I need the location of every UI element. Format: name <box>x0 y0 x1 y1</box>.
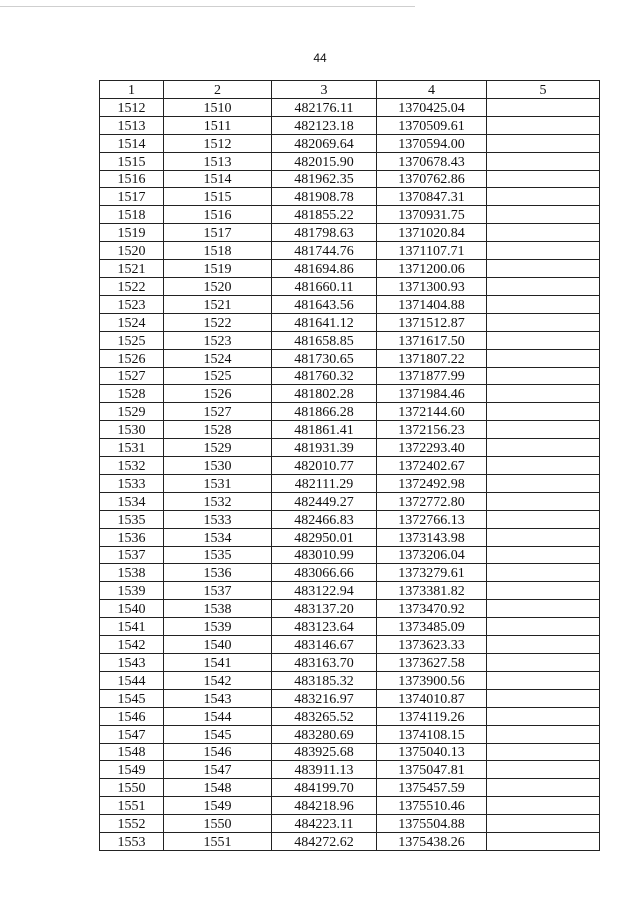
table-cell: 1529 <box>100 403 164 421</box>
table-cell <box>487 385 600 403</box>
table-cell: 1516 <box>100 170 164 188</box>
table-cell: 1374010.87 <box>377 689 487 707</box>
table-cell: 1372144.60 <box>377 403 487 421</box>
table-row <box>100 98 600 116</box>
table-row <box>100 474 600 492</box>
table-cell: 1517 <box>100 188 164 206</box>
table-cell <box>487 295 600 313</box>
table-cell <box>487 152 600 170</box>
table-cell: 484223.11 <box>272 815 377 833</box>
table-row <box>100 242 600 260</box>
table-row <box>100 439 600 457</box>
table-cell: 483280.69 <box>272 725 377 743</box>
table-row <box>100 188 600 206</box>
table-cell <box>487 492 600 510</box>
table-cell: 481798.63 <box>272 224 377 242</box>
table-cell: 481641.12 <box>272 313 377 331</box>
table-cell: 1546 <box>164 743 272 761</box>
table-cell: 1372766.13 <box>377 510 487 528</box>
table-cell: 1518 <box>100 206 164 224</box>
table-row <box>100 707 600 725</box>
table-cell: 1374119.26 <box>377 707 487 725</box>
table-cell: 482466.83 <box>272 510 377 528</box>
table-row <box>100 636 600 654</box>
table-cell: 1545 <box>164 725 272 743</box>
table-cell: 1538 <box>100 564 164 582</box>
table-row <box>100 403 600 421</box>
table-cell: 481643.56 <box>272 295 377 313</box>
table-cell: 1371107.71 <box>377 242 487 260</box>
table-cell: 482010.77 <box>272 457 377 475</box>
table-cell: 1519 <box>100 224 164 242</box>
table-cell <box>487 600 600 618</box>
table-row <box>100 671 600 689</box>
table-cell: 481866.28 <box>272 403 377 421</box>
table-cell <box>487 474 600 492</box>
table-cell: 1518 <box>164 242 272 260</box>
table-row <box>100 743 600 761</box>
table-row <box>100 779 600 797</box>
table-cell: 1375504.88 <box>377 815 487 833</box>
table-cell: 481744.76 <box>272 242 377 260</box>
table-row <box>100 546 600 564</box>
table-cell: 1372492.98 <box>377 474 487 492</box>
table-row <box>100 582 600 600</box>
table-cell <box>487 206 600 224</box>
table-cell: 1529 <box>164 439 272 457</box>
table-row <box>100 331 600 349</box>
table-cell <box>487 134 600 152</box>
table-cell: 1544 <box>100 671 164 689</box>
table-row <box>100 224 600 242</box>
table-cell: 1372402.67 <box>377 457 487 475</box>
column-header: 2 <box>164 81 272 99</box>
table-cell: 482015.90 <box>272 152 377 170</box>
table-cell: 1535 <box>164 546 272 564</box>
table-cell: 1542 <box>100 636 164 654</box>
table-cell: 1531 <box>100 439 164 457</box>
table-cell: 1372293.40 <box>377 439 487 457</box>
table-cell: 1536 <box>100 528 164 546</box>
table-row <box>100 492 600 510</box>
page-number: 44 <box>313 51 327 65</box>
table-cell: 1532 <box>100 457 164 475</box>
table-cell: 1541 <box>100 618 164 636</box>
table-cell: 1370509.61 <box>377 116 487 134</box>
table-cell: 1515 <box>100 152 164 170</box>
table-cell: 1371807.22 <box>377 349 487 367</box>
table-row <box>100 260 600 278</box>
table-cell: 484272.62 <box>272 833 377 851</box>
table-cell: 1521 <box>100 260 164 278</box>
table-cell: 481962.35 <box>272 170 377 188</box>
table-cell: 1527 <box>164 403 272 421</box>
table-cell: 482111.29 <box>272 474 377 492</box>
table-cell: 1537 <box>100 546 164 564</box>
table-cell: 1545 <box>100 689 164 707</box>
table-cell: 1522 <box>100 277 164 295</box>
table-cell <box>487 224 600 242</box>
table-row <box>100 725 600 743</box>
table-cell: 1546 <box>100 707 164 725</box>
table-cell <box>487 367 600 385</box>
table-row <box>100 761 600 779</box>
table-cell: 1548 <box>164 779 272 797</box>
table-cell: 483137.20 <box>272 600 377 618</box>
table-cell: 1532 <box>164 492 272 510</box>
table-row <box>100 564 600 582</box>
table-cell: 483010.99 <box>272 546 377 564</box>
table-cell: 483146.67 <box>272 636 377 654</box>
table-cell: 1553 <box>100 833 164 851</box>
table-cell: 1373470.92 <box>377 600 487 618</box>
table-row <box>100 134 600 152</box>
table-cell: 1373143.98 <box>377 528 487 546</box>
table-cell: 1533 <box>100 474 164 492</box>
column-header: 4 <box>377 81 487 99</box>
table-cell: 1519 <box>164 260 272 278</box>
table-cell <box>487 797 600 815</box>
table-cell <box>487 671 600 689</box>
table-cell: 1543 <box>100 654 164 672</box>
table-cell <box>487 421 600 439</box>
table-row <box>100 206 600 224</box>
table-cell: 1372772.80 <box>377 492 487 510</box>
table-cell: 1371617.50 <box>377 331 487 349</box>
column-header: 3 <box>272 81 377 99</box>
table-cell <box>487 528 600 546</box>
table-cell <box>487 403 600 421</box>
table-cell: 1371200.06 <box>377 260 487 278</box>
table-cell: 1535 <box>100 510 164 528</box>
table-cell: 1510 <box>164 98 272 116</box>
table-cell: 483066.66 <box>272 564 377 582</box>
table-cell: 1373627.58 <box>377 654 487 672</box>
table-cell: 1370594.00 <box>377 134 487 152</box>
table-cell <box>487 98 600 116</box>
table-cell: 1537 <box>164 582 272 600</box>
table-cell: 1370425.04 <box>377 98 487 116</box>
table-cell: 1374108.15 <box>377 725 487 743</box>
table-cell: 1375040.13 <box>377 743 487 761</box>
table-cell: 1540 <box>100 600 164 618</box>
table-cell: 1548 <box>100 743 164 761</box>
top-rule <box>0 6 415 7</box>
table-cell: 1533 <box>164 510 272 528</box>
table-row <box>100 385 600 403</box>
table-cell: 1516 <box>164 206 272 224</box>
table-cell: 1549 <box>164 797 272 815</box>
table-cell: 481802.28 <box>272 385 377 403</box>
table-cell: 1524 <box>164 349 272 367</box>
table-cell: 1371020.84 <box>377 224 487 242</box>
table-cell <box>487 761 600 779</box>
table-cell: 1371984.46 <box>377 385 487 403</box>
table-cell: 1520 <box>100 242 164 260</box>
table-cell: 481730.65 <box>272 349 377 367</box>
table-cell: 1371404.88 <box>377 295 487 313</box>
table-cell: 1517 <box>164 224 272 242</box>
table-cell: 481658.85 <box>272 331 377 349</box>
table-cell <box>487 277 600 295</box>
table-row <box>100 116 600 134</box>
table-cell: 483123.64 <box>272 618 377 636</box>
table-cell: 1528 <box>100 385 164 403</box>
table-cell: 1522 <box>164 313 272 331</box>
table-row <box>100 170 600 188</box>
table-cell: 1534 <box>100 492 164 510</box>
table-cell: 483122.94 <box>272 582 377 600</box>
table-cell: 1514 <box>100 134 164 152</box>
table-cell <box>487 260 600 278</box>
table-cell: 1526 <box>164 385 272 403</box>
table-cell <box>487 349 600 367</box>
table-cell: 1530 <box>100 421 164 439</box>
table-row <box>100 797 600 815</box>
table-cell <box>487 170 600 188</box>
table-cell: 1525 <box>164 367 272 385</box>
table-cell: 1375047.81 <box>377 761 487 779</box>
table-cell: 482950.01 <box>272 528 377 546</box>
table-header-row <box>100 81 600 99</box>
table-cell: 1370847.31 <box>377 188 487 206</box>
table-cell <box>487 546 600 564</box>
table-cell: 1373623.33 <box>377 636 487 654</box>
table-row <box>100 367 600 385</box>
table-cell: 1544 <box>164 707 272 725</box>
table-cell: 1552 <box>100 815 164 833</box>
table-row <box>100 654 600 672</box>
table-cell: 1375438.26 <box>377 833 487 851</box>
table-cell <box>487 779 600 797</box>
table-cell: 1547 <box>100 725 164 743</box>
table-cell: 1523 <box>164 331 272 349</box>
table-cell <box>487 188 600 206</box>
table-cell <box>487 725 600 743</box>
table-cell <box>487 707 600 725</box>
table-cell: 1371512.87 <box>377 313 487 331</box>
table-cell: 1530 <box>164 457 272 475</box>
table-cell: 481861.41 <box>272 421 377 439</box>
coordinates-table <box>99 80 600 851</box>
column-header: 5 <box>487 81 600 99</box>
table-row <box>100 689 600 707</box>
table-cell: 482176.11 <box>272 98 377 116</box>
table-cell: 1534 <box>164 528 272 546</box>
table-cell: 1371877.99 <box>377 367 487 385</box>
table-cell <box>487 743 600 761</box>
table-cell: 482449.27 <box>272 492 377 510</box>
table-cell <box>487 582 600 600</box>
table-row <box>100 815 600 833</box>
table-cell <box>487 116 600 134</box>
table-cell: 1538 <box>164 600 272 618</box>
table-cell: 1528 <box>164 421 272 439</box>
table-cell: 1370931.75 <box>377 206 487 224</box>
table-cell: 1523 <box>100 295 164 313</box>
table-cell <box>487 833 600 851</box>
table-cell <box>487 510 600 528</box>
table-cell: 481908.78 <box>272 188 377 206</box>
table-cell: 484199.70 <box>272 779 377 797</box>
table-cell: 1513 <box>164 152 272 170</box>
table-cell: 1540 <box>164 636 272 654</box>
table-cell: 1370762.86 <box>377 170 487 188</box>
table-row <box>100 295 600 313</box>
table-cell: 1514 <box>164 170 272 188</box>
table-cell: 1375457.59 <box>377 779 487 797</box>
table-row <box>100 349 600 367</box>
table-cell: 481760.32 <box>272 367 377 385</box>
table-cell <box>487 618 600 636</box>
table-cell <box>487 439 600 457</box>
table-row <box>100 528 600 546</box>
table-cell: 1525 <box>100 331 164 349</box>
table-cell: 1527 <box>100 367 164 385</box>
table-cell: 1373279.61 <box>377 564 487 582</box>
table-cell <box>487 689 600 707</box>
table-cell: 481694.86 <box>272 260 377 278</box>
table-cell <box>487 313 600 331</box>
table-cell: 1524 <box>100 313 164 331</box>
table-cell: 1515 <box>164 188 272 206</box>
table-cell: 1542 <box>164 671 272 689</box>
table-cell: 1551 <box>164 833 272 851</box>
table-cell: 481660.11 <box>272 277 377 295</box>
table-cell: 1536 <box>164 564 272 582</box>
table-cell: 1373206.04 <box>377 546 487 564</box>
table-cell: 483163.70 <box>272 654 377 672</box>
table-cell: 483911.13 <box>272 761 377 779</box>
table-cell: 1549 <box>100 761 164 779</box>
table-row <box>100 457 600 475</box>
table-cell: 1541 <box>164 654 272 672</box>
table-cell: 1373900.56 <box>377 671 487 689</box>
table-row <box>100 510 600 528</box>
table-cell: 483925.68 <box>272 743 377 761</box>
table-cell: 1512 <box>100 98 164 116</box>
table-cell: 1370678.43 <box>377 152 487 170</box>
table-cell: 1373485.09 <box>377 618 487 636</box>
table-cell: 1550 <box>100 779 164 797</box>
table-row <box>100 277 600 295</box>
table-cell: 482123.18 <box>272 116 377 134</box>
table-cell: 483265.52 <box>272 707 377 725</box>
table-cell: 1550 <box>164 815 272 833</box>
table-cell: 1526 <box>100 349 164 367</box>
table-cell: 1371300.93 <box>377 277 487 295</box>
table-cell <box>487 654 600 672</box>
table-row <box>100 600 600 618</box>
table-cell: 1520 <box>164 277 272 295</box>
table-row <box>100 313 600 331</box>
table-row <box>100 421 600 439</box>
table-cell: 1531 <box>164 474 272 492</box>
table-cell <box>487 636 600 654</box>
table-cell: 1513 <box>100 116 164 134</box>
table-cell: 483185.32 <box>272 671 377 689</box>
table-cell: 1539 <box>164 618 272 636</box>
table-cell: 1512 <box>164 134 272 152</box>
table-cell: 481855.22 <box>272 206 377 224</box>
table-cell: 1375510.46 <box>377 797 487 815</box>
table-row <box>100 833 600 851</box>
table-cell: 1543 <box>164 689 272 707</box>
table-cell <box>487 331 600 349</box>
table-cell <box>487 815 600 833</box>
table-cell: 1547 <box>164 761 272 779</box>
table-cell: 484218.96 <box>272 797 377 815</box>
table-cell <box>487 564 600 582</box>
column-header: 1 <box>100 81 164 99</box>
table-cell: 1373381.82 <box>377 582 487 600</box>
table-cell <box>487 242 600 260</box>
table-cell: 1521 <box>164 295 272 313</box>
table-cell: 1551 <box>100 797 164 815</box>
table-cell: 483216.97 <box>272 689 377 707</box>
table-cell: 1372156.23 <box>377 421 487 439</box>
table-row <box>100 618 600 636</box>
table-cell: 481931.39 <box>272 439 377 457</box>
table-row <box>100 152 600 170</box>
table-cell: 1511 <box>164 116 272 134</box>
table-cell: 1539 <box>100 582 164 600</box>
table-cell: 482069.64 <box>272 134 377 152</box>
table-cell <box>487 457 600 475</box>
